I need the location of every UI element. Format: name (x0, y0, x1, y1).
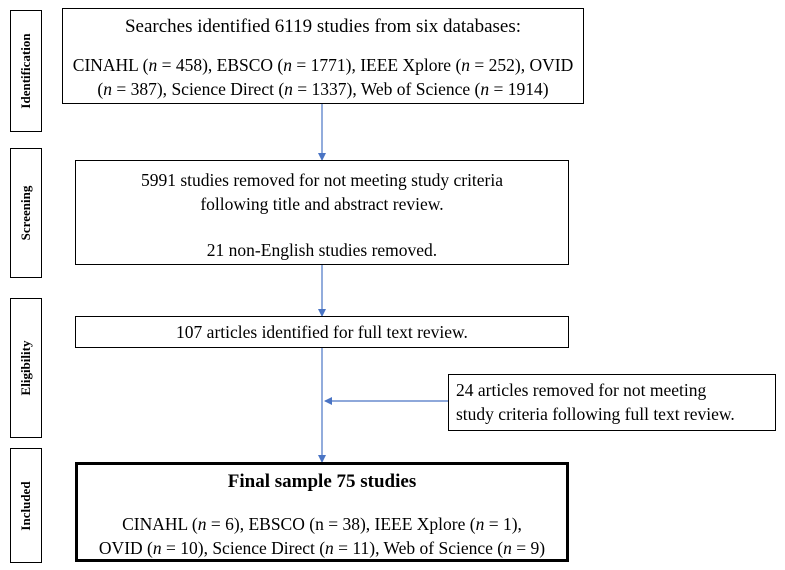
included-title: Final sample 75 studies (227, 471, 417, 492)
identification-sources-row2: (n = 387), Science Direct (n = 1337), Web of Science (n = 1914) (97, 79, 549, 99)
screening-line1: 5991 studies removed for not meeting study criteria (140, 170, 504, 190)
stage-label-text: Screening (18, 185, 33, 241)
identification-box (62, 8, 584, 104)
eligibility-text: 107 articles identified for full text review. (176, 322, 468, 342)
included-box (75, 462, 569, 562)
stage-label-text: Included (18, 480, 33, 531)
exclusion-line1: 24 articles removed for not meeting (456, 380, 707, 400)
exclusion-line2: study criteria following full text review. (456, 404, 735, 424)
exclusion-box (448, 374, 776, 431)
included-sources-row2: OVID (n = 10), Science Direct (n = 11), Web of Science (n = 9) (98, 538, 546, 558)
stage-label-text: Eligibility (18, 340, 33, 396)
screening-box (75, 160, 569, 265)
stage-label-text: Identification (18, 33, 33, 109)
screening-line2: following title and abstract review. (200, 194, 444, 214)
eligibility-box (75, 316, 569, 348)
included-sources-row1: CINAHL (n = 6), EBSCO (n = 38), IEEE Xplore (n = 1), (122, 514, 522, 534)
identification-heading: Searches identified 6119 studies from six databases: (124, 16, 522, 37)
identification-sources-row1: CINAHL (n = 458), EBSCO (n = 1771), IEEE Xplore (n = 252), OVID (72, 55, 574, 75)
screening-line3: 21 non-English studies removed. (206, 240, 438, 260)
